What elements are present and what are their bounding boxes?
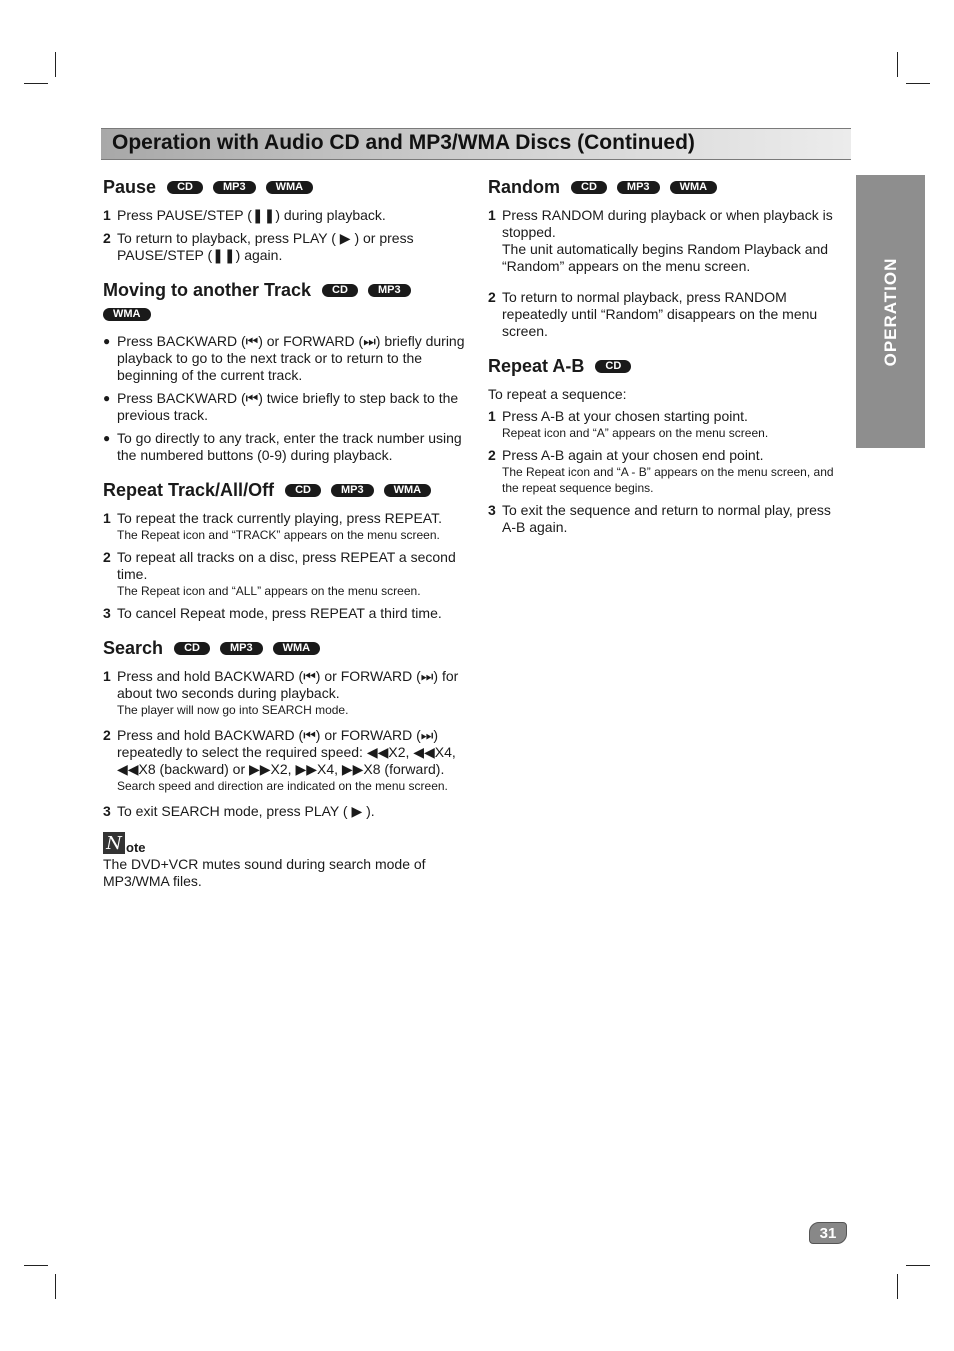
bullet-mark: ● — [103, 431, 111, 445]
section-heading — [488, 354, 848, 378]
search-section — [103, 636, 465, 890]
section-heading — [103, 175, 465, 199]
step-text: Press and hold BACKWARD (⏮) or FORWARD (⏭) for about two seconds during playback. — [117, 668, 459, 701]
bullet-text: Press BACKWARD (⏮) twice briefly to step back to the previous track. — [117, 390, 459, 423]
note-icon: N — [103, 832, 125, 854]
bullet-item — [103, 430, 465, 464]
step-text: To return to playback, press PLAY ( ▶ ) or press PAUSE/STEP (❚❚) again. — [117, 230, 414, 263]
step-item — [103, 803, 465, 820]
section-heading — [103, 278, 465, 321]
cd-badge: CD — [595, 360, 631, 373]
step-item — [103, 605, 465, 622]
crop-mark — [906, 1265, 930, 1266]
bullet-mark: ● — [103, 391, 111, 405]
step-number: 1 — [103, 668, 111, 684]
step-subtext: Repeat icon and “A” appears on the menu screen. — [502, 426, 769, 440]
random-section — [488, 175, 848, 340]
step-subtext: Search speed and direction are indicated on the menu screen. — [117, 779, 448, 793]
step-text: Press PAUSE/STEP (❚❚) during playback. — [117, 207, 386, 223]
search-title: Search — [103, 638, 164, 658]
note-label: ote — [126, 840, 146, 855]
step-subtext: The player will now go into SEARCH mode. — [117, 703, 349, 717]
step-text: To repeat all tracks on a disc, press REPEAT a second time. — [117, 549, 456, 582]
section-side-tab — [856, 175, 925, 448]
mp3-badge: MP3 — [213, 181, 256, 194]
bullet-text: Press BACKWARD (⏮) or FORWARD (⏭) briefly during playback to go to the next track or to return to the beginning of the current track. — [117, 333, 465, 383]
pause-title: Pause — [103, 177, 157, 197]
bullet-text: To go directly to any track, enter the track number using the numbered buttons (0-9) during playback. — [117, 430, 462, 463]
intro-text: To repeat a sequence: — [488, 386, 627, 402]
pause-section — [103, 175, 465, 264]
step-number: 2 — [488, 447, 496, 463]
step-item — [488, 207, 848, 275]
wma-badge: WMA — [103, 308, 151, 321]
step-item — [103, 549, 465, 599]
step-number: 3 — [488, 502, 496, 518]
crop-mark — [55, 52, 56, 77]
crop-mark — [897, 52, 898, 77]
step-number: 2 — [103, 549, 111, 565]
page-number: 31 — [809, 1222, 847, 1244]
step-item — [103, 727, 465, 794]
step-text: Press and hold BACKWARD (⏮) or FORWARD (⏭) repeatedly to select the required speed: ◀◀X2, ◀◀X4, ◀◀X8 (backward) or ▶▶X2, ▶▶X4, ▶▶X8 (forward). — [117, 727, 456, 777]
step-subtext: The unit automatically begins Random Playback and “Random” appears on the menu screen. — [502, 241, 829, 274]
section-heading — [103, 636, 465, 660]
step-number: 3 — [103, 605, 111, 621]
step-number: 1 — [488, 207, 496, 223]
step-text: To exit the sequence and return to normal play, press A-B again. — [502, 502, 831, 535]
step-item — [488, 408, 848, 441]
cd-badge: CD — [285, 484, 321, 497]
side-tab-label: OPERATION — [880, 257, 900, 366]
moving-title: Moving to another Track — [103, 280, 312, 300]
step-item — [488, 289, 848, 340]
repeat-ab-title: Repeat A-B — [488, 356, 585, 376]
cd-badge: CD — [322, 284, 358, 297]
step-text: Press A-B again at your chosen end point. — [502, 447, 764, 463]
step-item — [488, 502, 848, 536]
bullet-item — [103, 333, 465, 384]
step-text: Press RANDOM during playback or when playback is stopped. — [502, 207, 833, 240]
step-number: 1 — [103, 207, 111, 223]
step-text: To cancel Repeat mode, press REPEAT a third time. — [117, 605, 442, 621]
mp3-badge: MP3 — [331, 484, 374, 497]
crop-mark — [55, 1274, 56, 1299]
step-text: To repeat the track currently playing, press REPEAT. — [117, 510, 442, 526]
wma-badge: WMA — [384, 484, 432, 497]
step-number: 2 — [103, 230, 111, 246]
note-text: The DVD+VCR mutes sound during search mode of MP3/WMA files. — [103, 856, 426, 889]
section-heading — [488, 175, 848, 199]
cd-badge: CD — [571, 181, 607, 194]
wma-badge: WMA — [266, 181, 314, 194]
step-subtext: The Repeat icon and “TRACK” appears on the menu screen. — [117, 528, 440, 542]
step-text: To return to normal playback, press RANDOM repeatedly until “Random” disappears on the menu screen. — [502, 289, 818, 339]
step-item — [488, 447, 848, 496]
step-text: Press A-B at your chosen starting point. — [502, 408, 748, 424]
wma-badge: WMA — [670, 181, 718, 194]
cd-badge: CD — [174, 642, 210, 655]
mp3-badge: MP3 — [220, 642, 263, 655]
repeat-section — [103, 478, 465, 622]
step-subtext: The Repeat icon and “ALL” appears on the menu screen. — [117, 584, 421, 598]
bullet-item — [103, 390, 465, 424]
crop-mark — [24, 1265, 48, 1266]
right-column — [488, 175, 848, 542]
mp3-badge: MP3 — [617, 181, 660, 194]
step-item — [103, 230, 465, 264]
step-number: 2 — [488, 289, 496, 305]
page-title: Operation with Audio CD and MP3/WMA Discs (Continued) — [112, 131, 695, 154]
page-title-banner — [101, 128, 851, 160]
repeat-ab-section — [488, 354, 848, 536]
repeat-title: Repeat Track/All/Off — [103, 480, 275, 500]
step-number: 1 — [103, 510, 111, 526]
random-title: Random — [488, 177, 560, 197]
wma-badge: WMA — [273, 642, 321, 655]
crop-mark — [897, 1274, 898, 1299]
crop-mark — [906, 83, 930, 84]
step-text: To exit SEARCH mode, press PLAY ( ▶ ). — [117, 803, 375, 819]
mp3-badge: MP3 — [368, 284, 411, 297]
step-item — [103, 668, 465, 718]
step-subtext: The Repeat icon and “A - B” appears on the menu screen, and the repeat sequence begins. — [502, 465, 834, 495]
step-item — [103, 207, 465, 224]
crop-mark — [24, 83, 48, 84]
bullet-mark: ● — [103, 334, 111, 348]
moving-section — [103, 278, 465, 464]
note-heading — [103, 830, 465, 854]
section-heading — [103, 478, 465, 502]
step-number: 3 — [103, 803, 111, 819]
cd-badge: CD — [167, 181, 203, 194]
left-column — [103, 175, 465, 890]
step-number: 2 — [103, 727, 111, 743]
step-item — [103, 510, 465, 543]
step-number: 1 — [488, 408, 496, 424]
